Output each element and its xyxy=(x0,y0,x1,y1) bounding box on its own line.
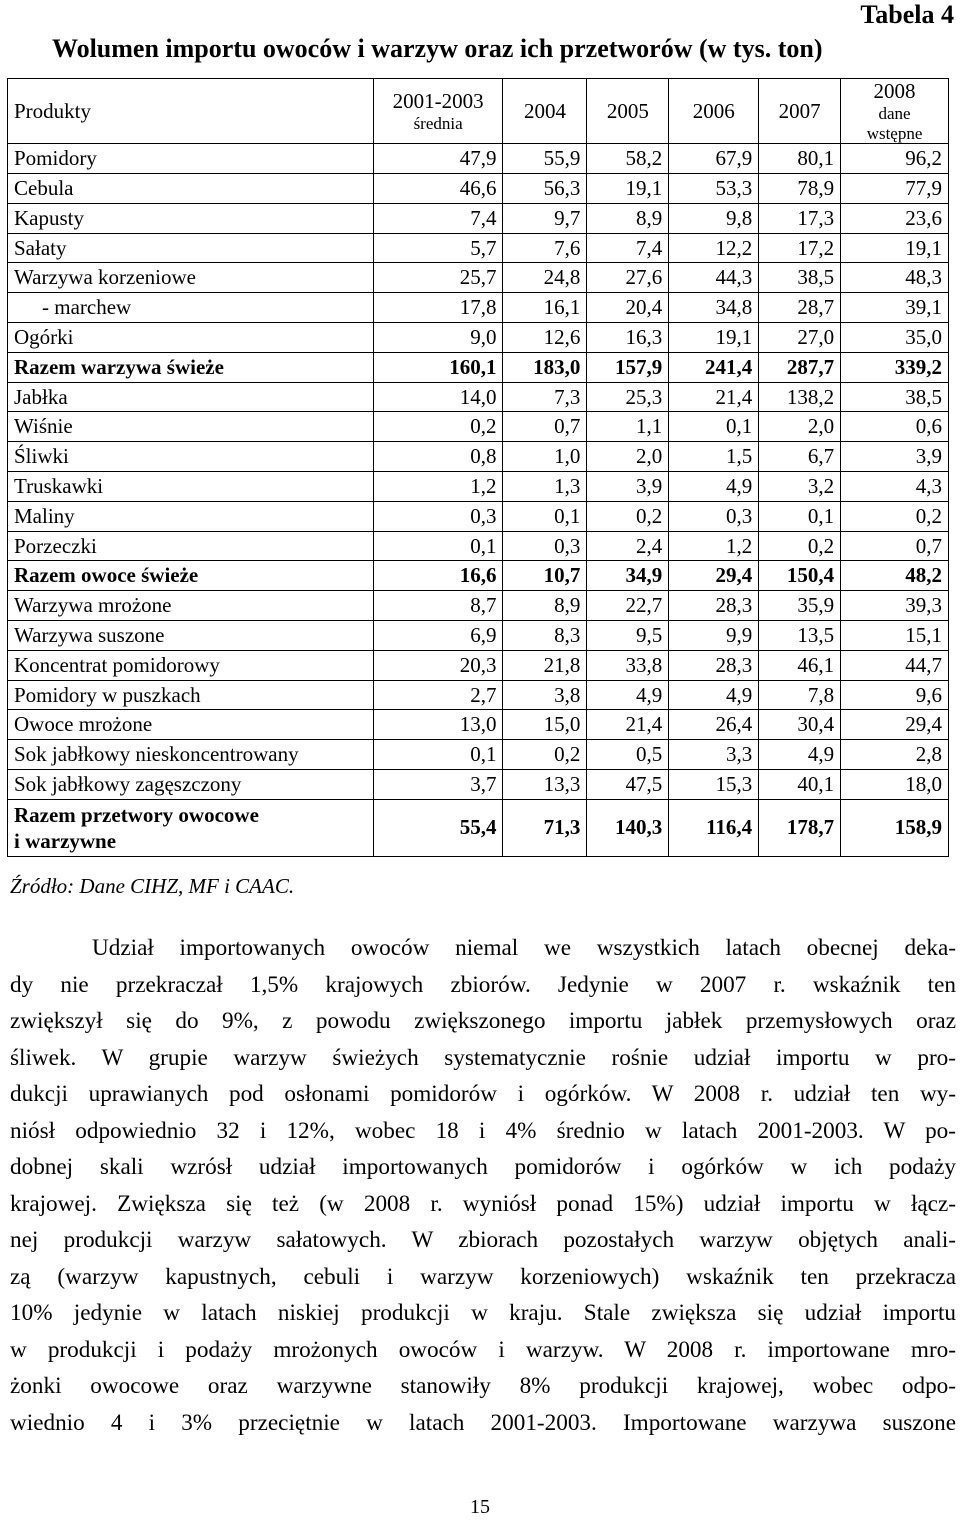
cell-value: 39,1 xyxy=(841,293,949,323)
table-row xyxy=(8,293,949,323)
cell-value: 53,3 xyxy=(669,174,759,204)
cell-value: 9,6 xyxy=(841,680,949,710)
paragraph-line: niósł odpowiednio 32 i 12%, wobec 18 i 4% średnio w latach 2001-2003. W po- xyxy=(10,1117,956,1144)
cell-value: 55,4 xyxy=(373,799,503,856)
cell-value: 0,2 xyxy=(373,412,503,442)
row-label-line1: Razem przetwory owocowe xyxy=(14,802,259,827)
cell-value: 0,3 xyxy=(669,501,759,531)
cell-value: 12,2 xyxy=(669,233,759,263)
row-label: Wiśnie xyxy=(8,412,374,442)
cell-value: 22,7 xyxy=(587,591,669,621)
cell-value: 157,9 xyxy=(587,352,669,382)
cell-value: 158,9 xyxy=(841,799,949,856)
header-2005: 2005 xyxy=(587,79,669,144)
table-row-total-processed xyxy=(8,799,949,856)
header-2004: 2004 xyxy=(503,79,587,144)
cell-value: 4,9 xyxy=(669,680,759,710)
cell-value: 19,1 xyxy=(587,174,669,204)
cell-value: 10,7 xyxy=(503,561,587,591)
cell-value: 47,9 xyxy=(373,144,503,174)
paragraph-line: żonki owocowe oraz warzywne stanowiły 8% produkcji krajowej, wobec odpo- xyxy=(10,1373,956,1399)
import-volume-table xyxy=(7,78,949,857)
cell-value: 48,2 xyxy=(841,561,949,591)
cell-value: 4,3 xyxy=(841,472,949,502)
cell-value: 8,9 xyxy=(503,591,587,621)
cell-value: 241,4 xyxy=(669,352,759,382)
cell-value: 138,2 xyxy=(759,382,841,412)
cell-value: 16,6 xyxy=(373,561,503,591)
row-label: Cebula xyxy=(8,174,374,204)
table-header-row xyxy=(8,79,949,144)
table-title: Wolumen importu owoców i warzyw oraz ich przetworów (w tys. ton) xyxy=(52,34,823,63)
header-2008-sub1: dane xyxy=(878,104,911,124)
cell-value: 178,7 xyxy=(759,799,841,856)
cell-value: 34,9 xyxy=(587,561,669,591)
cell-value: 33,8 xyxy=(587,650,669,680)
cell-value: 27,6 xyxy=(587,263,669,293)
paragraph-line: nej produkcji warzyw sałatowych. W zbiorach pozostałych warzyw objętych anali- xyxy=(10,1227,956,1253)
row-label: Koncentrat pomidorowy xyxy=(8,650,374,680)
row-label xyxy=(8,799,374,856)
cell-value: 44,3 xyxy=(669,263,759,293)
cell-value: 13,0 xyxy=(373,710,503,740)
cell-value: 3,8 xyxy=(503,680,587,710)
cell-value: 8,3 xyxy=(503,621,587,651)
cell-value: 7,8 xyxy=(759,680,841,710)
cell-value: 71,3 xyxy=(503,799,587,856)
cell-value: 47,5 xyxy=(587,770,669,800)
cell-value: 17,8 xyxy=(373,293,503,323)
cell-value: 7,6 xyxy=(503,233,587,263)
cell-value: 15,0 xyxy=(503,710,587,740)
cell-value: 1,2 xyxy=(669,531,759,561)
cell-value: 9,8 xyxy=(669,203,759,233)
table-row xyxy=(8,382,949,412)
cell-value: 140,3 xyxy=(587,799,669,856)
header-2006: 2006 xyxy=(669,79,759,144)
cell-value: 0,8 xyxy=(373,442,503,472)
cell-value: 27,0 xyxy=(759,323,841,353)
cell-value: 7,4 xyxy=(587,233,669,263)
cell-value: 19,1 xyxy=(841,233,949,263)
table-row xyxy=(8,621,949,651)
row-label: Śliwki xyxy=(8,442,374,472)
cell-value: 24,8 xyxy=(503,263,587,293)
header-2008 xyxy=(841,79,949,144)
cell-value: 3,2 xyxy=(759,472,841,502)
cell-value: 160,1 xyxy=(373,352,503,382)
cell-value: 6,9 xyxy=(373,621,503,651)
paragraph-line: zwiększył się do 9%, z powodu zwiększonego importu jabłek przemysłowych oraz xyxy=(10,1008,956,1034)
cell-value: 21,4 xyxy=(587,710,669,740)
row-label: Owoce mrożone xyxy=(8,710,374,740)
cell-value: 34,8 xyxy=(669,293,759,323)
table-row xyxy=(8,591,949,621)
table-row xyxy=(8,323,949,353)
row-label: - marchew xyxy=(8,293,374,323)
cell-value: 20,4 xyxy=(587,293,669,323)
row-label: Jabłka xyxy=(8,382,374,412)
cell-value: 8,7 xyxy=(373,591,503,621)
cell-value: 44,7 xyxy=(841,650,949,680)
cell-value: 25,3 xyxy=(587,382,669,412)
table-row xyxy=(8,710,949,740)
cell-value: 0,1 xyxy=(669,412,759,442)
row-label-line2: i warzywne xyxy=(14,828,117,853)
header-2001-2003 xyxy=(373,79,503,144)
cell-value: 15,3 xyxy=(669,770,759,800)
cell-value: 1,5 xyxy=(669,442,759,472)
cell-value: 58,2 xyxy=(587,144,669,174)
cell-value: 3,9 xyxy=(587,472,669,502)
cell-value: 9,7 xyxy=(503,203,587,233)
cell-value: 6,7 xyxy=(759,442,841,472)
cell-value: 13,5 xyxy=(759,621,841,651)
cell-value: 116,4 xyxy=(669,799,759,856)
cell-value: 17,2 xyxy=(759,233,841,263)
cell-value: 0,3 xyxy=(373,501,503,531)
table-row xyxy=(8,174,949,204)
table-row xyxy=(8,233,949,263)
cell-value: 3,3 xyxy=(669,740,759,770)
row-label: Warzywa mrożone xyxy=(8,591,374,621)
row-label: Porzeczki xyxy=(8,531,374,561)
paragraph-line: dukcji uprawianych pod osłonami pomidorów i ogórków. W 2008 r. udział ten wy- xyxy=(10,1081,956,1107)
cell-value: 67,9 xyxy=(669,144,759,174)
cell-value: 183,0 xyxy=(503,352,587,382)
cell-value: 2,7 xyxy=(373,680,503,710)
table-row xyxy=(8,680,949,710)
cell-value: 3,7 xyxy=(373,770,503,800)
cell-value: 0,2 xyxy=(587,501,669,531)
paragraph-line: dobnej skali wzrósł udział importowanych pomidorów i ogórków w ich podaży xyxy=(10,1154,956,1180)
cell-value: 7,4 xyxy=(373,203,503,233)
paragraph-line: śliwek. W grupie warzyw świeżych systematycznie rośnie udział importu w pro- xyxy=(10,1044,956,1071)
cell-value: 339,2 xyxy=(841,352,949,382)
cell-value: 0,1 xyxy=(373,740,503,770)
table-row xyxy=(8,740,949,770)
cell-value: 23,6 xyxy=(841,203,949,233)
cell-value: 0,2 xyxy=(503,740,587,770)
cell-value: 0,3 xyxy=(503,531,587,561)
cell-value: 48,3 xyxy=(841,263,949,293)
cell-value: 29,4 xyxy=(841,710,949,740)
row-label: Sok jabłkowy nieskoncentrowany xyxy=(8,740,374,770)
table-row xyxy=(8,650,949,680)
cell-value: 2,8 xyxy=(841,740,949,770)
header-avg-sub: średnia xyxy=(413,113,463,133)
header-products: Produkty xyxy=(8,79,374,144)
cell-value: 0,1 xyxy=(503,501,587,531)
cell-value: 3,9 xyxy=(841,442,949,472)
paragraph-line: Udział importowanych owoców niemal we wszystkich latach obecnej deka- xyxy=(92,935,956,961)
table-row xyxy=(8,472,949,502)
source-note: Źródło: Dane CIHZ, MF i CAAC. xyxy=(10,874,295,898)
cell-value: 28,7 xyxy=(759,293,841,323)
cell-value: 0,1 xyxy=(759,501,841,531)
page-number: 15 xyxy=(470,1496,490,1518)
cell-value: 9,0 xyxy=(373,323,503,353)
cell-value: 96,2 xyxy=(841,144,949,174)
cell-value: 18,0 xyxy=(841,770,949,800)
cell-value: 14,0 xyxy=(373,382,503,412)
cell-value: 20,3 xyxy=(373,650,503,680)
cell-value: 0,7 xyxy=(841,531,949,561)
cell-value: 35,0 xyxy=(841,323,949,353)
row-label: Warzywa korzeniowe xyxy=(8,263,374,293)
header-2007: 2007 xyxy=(759,79,841,144)
table-row xyxy=(8,442,949,472)
cell-value: 15,1 xyxy=(841,621,949,651)
cell-value: 28,3 xyxy=(669,650,759,680)
cell-value: 2,0 xyxy=(587,442,669,472)
cell-value: 1,2 xyxy=(373,472,503,502)
table-row xyxy=(8,770,949,800)
row-label: Warzywa suszone xyxy=(8,621,374,651)
table-row xyxy=(8,501,949,531)
cell-value: 9,5 xyxy=(587,621,669,651)
body-paragraph xyxy=(10,930,956,1441)
table-row xyxy=(8,412,949,442)
paragraph-line: krajowej. Zwiększa się też (w 2008 r. wyniósł ponad 15%) udział importu w łącz- xyxy=(10,1190,956,1217)
table-row xyxy=(8,561,949,591)
cell-value: 0,2 xyxy=(759,531,841,561)
header-2008-sub2: wstępne xyxy=(866,123,923,143)
header-avg-years: 2001-2003 xyxy=(392,88,484,113)
row-label: Razem owoce świeże xyxy=(8,561,374,591)
cell-value: 28,3 xyxy=(669,591,759,621)
table-row xyxy=(8,263,949,293)
cell-value: 30,4 xyxy=(759,710,841,740)
cell-value: 77,9 xyxy=(841,174,949,204)
cell-value: 13,3 xyxy=(503,770,587,800)
cell-value: 0,7 xyxy=(503,412,587,442)
cell-value: 19,1 xyxy=(669,323,759,353)
table-row xyxy=(8,352,949,382)
cell-value: 4,9 xyxy=(587,680,669,710)
cell-value: 0,1 xyxy=(373,531,503,561)
cell-value: 5,7 xyxy=(373,233,503,263)
cell-value: 56,3 xyxy=(503,174,587,204)
cell-value: 2,4 xyxy=(587,531,669,561)
table-row xyxy=(8,531,949,561)
cell-value: 8,9 xyxy=(587,203,669,233)
cell-value: 4,9 xyxy=(669,472,759,502)
cell-value: 21,8 xyxy=(503,650,587,680)
cell-value: 7,3 xyxy=(503,382,587,412)
row-label: Pomidory w puszkach xyxy=(8,680,374,710)
cell-value: 29,4 xyxy=(669,561,759,591)
cell-value: 46,6 xyxy=(373,174,503,204)
cell-value: 46,1 xyxy=(759,650,841,680)
paragraph-line: zą (warzyw kapustnych, cebuli i warzyw korzeniowych) wskaźnik ten przekracza xyxy=(10,1263,956,1290)
row-label: Sałaty xyxy=(8,233,374,263)
row-label: Ogórki xyxy=(8,323,374,353)
row-label: Sok jabłkowy zagęszczony xyxy=(8,770,374,800)
table-row xyxy=(8,144,949,174)
table-label: Tabela 4 xyxy=(860,0,954,29)
cell-value: 17,3 xyxy=(759,203,841,233)
row-label: Razem warzywa świeże xyxy=(8,352,374,382)
cell-value: 287,7 xyxy=(759,352,841,382)
paragraph-line: w produkcji i podaży mrożonych owoców i warzyw. W 2008 r. importowane mro- xyxy=(10,1336,956,1363)
paragraph-line: 10% jedynie w latach niskiej produkcji w kraju. Stale zwiększa się udział importu xyxy=(10,1300,956,1326)
row-label: Pomidory xyxy=(8,144,374,174)
cell-value: 26,4 xyxy=(669,710,759,740)
paragraph-line: dy nie przekraczał 1,5% krajowych zbiorów. Jedynie w 2007 r. wskaźnik ten xyxy=(10,971,956,998)
cell-value: 2,0 xyxy=(759,412,841,442)
cell-value: 1,3 xyxy=(503,472,587,502)
cell-value: 40,1 xyxy=(759,770,841,800)
paragraph-line: wiednio 4 i 3% przeciętnie w latach 2001-2003. Importowane warzywa suszone xyxy=(10,1409,956,1436)
cell-value: 78,9 xyxy=(759,174,841,204)
row-label: Kapusty xyxy=(8,203,374,233)
cell-value: 0,6 xyxy=(841,412,949,442)
cell-value: 1,0 xyxy=(503,442,587,472)
header-2008-year: 2008 xyxy=(873,79,916,103)
row-label: Truskawki xyxy=(8,472,374,502)
cell-value: 16,3 xyxy=(587,323,669,353)
cell-value: 55,9 xyxy=(503,144,587,174)
cell-value: 38,5 xyxy=(841,382,949,412)
cell-value: 4,9 xyxy=(759,740,841,770)
cell-value: 150,4 xyxy=(759,561,841,591)
cell-value: 0,5 xyxy=(587,740,669,770)
row-label: Maliny xyxy=(8,501,374,531)
cell-value: 38,5 xyxy=(759,263,841,293)
cell-value: 25,7 xyxy=(373,263,503,293)
cell-value: 0,2 xyxy=(841,501,949,531)
cell-value: 80,1 xyxy=(759,144,841,174)
cell-value: 16,1 xyxy=(503,293,587,323)
cell-value: 21,4 xyxy=(669,382,759,412)
cell-value: 1,1 xyxy=(587,412,669,442)
cell-value: 35,9 xyxy=(759,591,841,621)
cell-value: 12,6 xyxy=(503,323,587,353)
cell-value: 39,3 xyxy=(841,591,949,621)
cell-value: 9,9 xyxy=(669,621,759,651)
table-row xyxy=(8,203,949,233)
